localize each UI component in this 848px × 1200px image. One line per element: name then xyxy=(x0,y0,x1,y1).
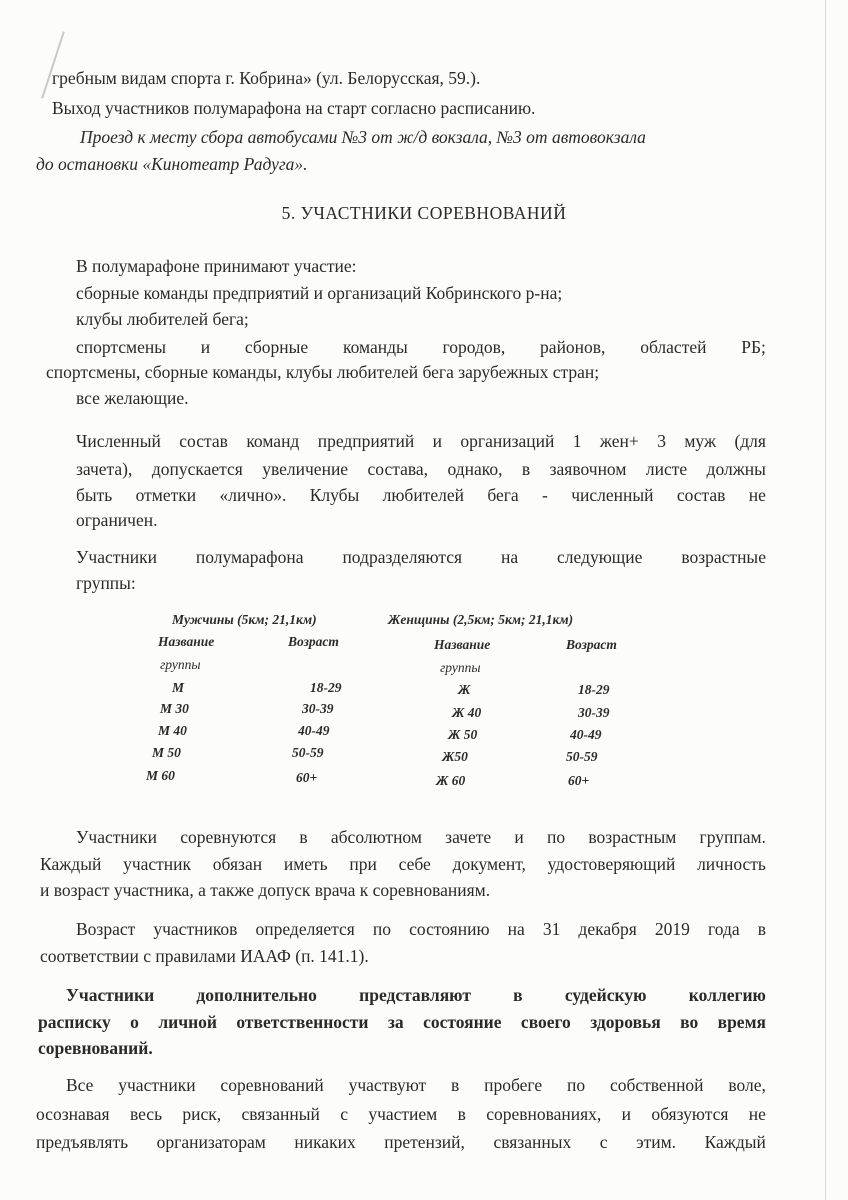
men-group: М xyxy=(172,680,185,695)
word: здоровья xyxy=(590,1012,661,1032)
men-header: Мужчины (5км; 21,1км) xyxy=(172,612,317,627)
word: Возраст xyxy=(76,919,136,939)
participants-line-2: сборные команды предприятий и организаций Кобринского р-на; xyxy=(76,283,563,303)
word: и xyxy=(432,431,442,451)
men-group: М 60 xyxy=(146,768,175,783)
word: за xyxy=(387,1012,404,1032)
men-col-age: Возраст xyxy=(288,634,339,649)
word: не xyxy=(748,485,766,505)
word: собственной xyxy=(609,1075,704,1095)
word: зачете xyxy=(445,827,492,847)
word: пробеге xyxy=(484,1075,543,1095)
word: время xyxy=(717,1012,766,1032)
word: в xyxy=(299,827,308,847)
word: Клубы xyxy=(309,485,360,505)
word: отметки xyxy=(135,485,197,505)
word: участник xyxy=(123,854,192,874)
word: предприятий xyxy=(317,431,415,451)
word: на xyxy=(500,547,519,567)
team-line-4: ограничен. xyxy=(76,510,158,530)
intro-line-3: Проезд к месту сбора автобусами №3 от ж/д вокзала, №3 от автовокзала xyxy=(80,127,646,147)
word: в xyxy=(521,459,531,479)
women-group: Ж xyxy=(458,682,471,697)
word: Каждый xyxy=(40,854,102,874)
word: коллегию xyxy=(688,985,766,1005)
compete-line-3: и возраст участника, а также допуск врача к соревнованиям. xyxy=(40,880,491,900)
word: и xyxy=(200,337,211,357)
men-col-name: Название xyxy=(158,634,215,649)
women-group: Ж50 xyxy=(442,749,468,764)
word: связанный xyxy=(241,1104,320,1124)
risk-line-1 xyxy=(66,1074,766,1096)
word: обязуются xyxy=(651,1104,729,1124)
women-col-name: Название xyxy=(434,637,491,652)
age-line-1 xyxy=(76,918,766,940)
word: Каждый xyxy=(704,1132,766,1152)
women-col-name-2: группы xyxy=(440,660,481,675)
word: претензий, xyxy=(384,1132,465,1152)
age-line-2: соответствии с правилами ИААФ (п. 141.1). xyxy=(40,946,369,966)
bold-line-3: соревнований. xyxy=(38,1038,153,1058)
word: расписку xyxy=(38,1012,111,1032)
word: в xyxy=(757,919,766,939)
word: увеличение xyxy=(262,459,349,479)
word: жен+ xyxy=(599,431,639,451)
word: себе xyxy=(398,854,431,874)
word: связанных xyxy=(493,1132,572,1152)
women-group: Ж 60 xyxy=(436,773,466,788)
participants-line-3: клубы любителей бега; xyxy=(76,309,249,329)
word: 31 xyxy=(542,919,561,939)
word: иметь xyxy=(283,854,328,874)
word: и xyxy=(621,1104,632,1124)
word: Численный xyxy=(76,431,161,451)
word: воле, xyxy=(728,1075,766,1095)
word: состав xyxy=(179,431,228,451)
word: зачета), xyxy=(76,459,133,479)
word: весь xyxy=(129,1104,163,1124)
word: численный xyxy=(571,485,654,505)
word: судейскую xyxy=(564,985,647,1005)
word: быть xyxy=(76,485,113,505)
word: удостоверяющий xyxy=(547,854,676,874)
word: по xyxy=(566,1075,586,1095)
word: полумарафона xyxy=(195,547,304,567)
intro-line-4: до остановки «Кинотеатр Радуга». xyxy=(36,154,308,174)
word: о xyxy=(130,1012,139,1032)
word: бега xyxy=(487,485,519,505)
word: в xyxy=(451,1075,460,1095)
word: команд xyxy=(246,431,300,451)
word: в xyxy=(457,1104,466,1124)
section-title: 5. УЧАСТНИКИ СОРЕВНОВАНИЙ xyxy=(281,203,567,223)
word: абсолютном xyxy=(330,827,422,847)
word: организаторам xyxy=(156,1132,266,1152)
compete-line-2 xyxy=(40,853,766,875)
bold-line-2 xyxy=(38,1011,766,1033)
word: определяется xyxy=(255,919,355,939)
word: группам. xyxy=(699,827,766,847)
word: участием xyxy=(368,1104,438,1124)
word: возрастные xyxy=(681,547,766,567)
women-group: Ж 50 xyxy=(448,727,478,742)
word: любителей xyxy=(382,485,464,505)
word: на xyxy=(507,919,525,939)
men-group: М 50 xyxy=(152,745,181,760)
word: соревнований xyxy=(220,1075,324,1095)
word: Участники xyxy=(76,547,157,567)
word: состоянию xyxy=(409,919,490,939)
scan-edge xyxy=(825,0,826,1200)
women-header: Женщины (2,5км; 5км; 21,1км) xyxy=(388,612,574,627)
word: декабря xyxy=(578,919,637,939)
word: (для xyxy=(734,431,766,451)
word: не xyxy=(748,1104,766,1124)
word: спортсмены xyxy=(76,337,166,357)
word: подразделяются xyxy=(342,547,463,567)
women-col-age: Возраст xyxy=(566,637,617,652)
men-age: 50-59 xyxy=(292,745,324,760)
word: участвуют xyxy=(348,1075,427,1095)
word: по xyxy=(546,827,566,847)
word: состояние xyxy=(423,1012,502,1032)
word: областей xyxy=(640,337,707,357)
word: возрастным xyxy=(588,827,677,847)
word: по xyxy=(372,919,392,939)
word: 1 xyxy=(572,431,582,451)
word: 2019 xyxy=(654,919,690,939)
word: состава, xyxy=(367,459,429,479)
men-age: 30-39 xyxy=(302,701,334,716)
word: однако, xyxy=(447,459,503,479)
word: 3 xyxy=(657,431,666,451)
word: Участники xyxy=(66,985,155,1005)
word: городов, xyxy=(442,337,506,357)
word: состав xyxy=(676,485,726,505)
compete-line-1 xyxy=(76,826,766,848)
word: личной xyxy=(158,1012,217,1032)
team-line-2 xyxy=(76,458,766,480)
groups-line-1 xyxy=(76,546,766,568)
word: документ, xyxy=(452,854,526,874)
word: заявочном xyxy=(549,459,627,479)
word: при xyxy=(349,854,377,874)
word: и xyxy=(514,827,524,847)
men-age: 40-49 xyxy=(298,723,330,738)
word: своего xyxy=(520,1012,571,1032)
word: соревнованиях, xyxy=(486,1104,602,1124)
word: в xyxy=(513,985,523,1005)
word: во xyxy=(680,1012,699,1032)
risk-line-2 xyxy=(36,1103,766,1125)
bold-line-1 xyxy=(66,984,766,1006)
participants-line-6: все желающие. xyxy=(76,388,189,408)
word: предъявлять xyxy=(36,1132,129,1152)
word: муж xyxy=(684,431,717,451)
women-age: 18-29 xyxy=(578,682,610,697)
intro-line-2: Выход участников полумарафона на старт согласно расписанию. xyxy=(52,98,536,118)
word: никаких xyxy=(294,1132,356,1152)
men-group: М 40 xyxy=(158,723,187,738)
team-line-1 xyxy=(76,430,766,452)
word: команды xyxy=(342,337,408,357)
intro-line-1: гребным видам спорта г. Кобрина» (ул. Белорусская, 59.). xyxy=(52,68,481,88)
word: дополнительно xyxy=(196,985,317,1005)
women-age: 60+ xyxy=(568,773,590,788)
word: «лично». xyxy=(219,485,287,505)
word: соревнуются xyxy=(180,827,277,847)
word: РБ; xyxy=(741,337,766,357)
men-group: М 30 xyxy=(160,701,189,716)
word: этим. xyxy=(636,1132,677,1152)
team-line-3 xyxy=(76,484,766,506)
word: районов, xyxy=(540,337,606,357)
word: с xyxy=(340,1104,348,1124)
word: представляют xyxy=(359,985,471,1005)
word: с xyxy=(599,1132,608,1152)
word: года xyxy=(707,919,740,939)
participants-line-4 xyxy=(76,336,766,358)
word: риск, xyxy=(182,1104,222,1124)
word: сборные xyxy=(244,337,309,357)
word: следующие xyxy=(557,547,643,567)
women-group: Ж 40 xyxy=(452,705,482,720)
word: листе xyxy=(645,459,688,479)
word: обязан xyxy=(212,854,263,874)
men-col-name-2: группы xyxy=(160,657,201,672)
word: Все xyxy=(66,1075,94,1095)
women-age: 50-59 xyxy=(566,749,598,764)
word: должны xyxy=(706,459,766,479)
word: личность xyxy=(697,854,766,874)
groups-line-2: группы: xyxy=(76,573,136,593)
participants-line-5: спортсмены, сборные команды, клубы любителей бега зарубежных стран; xyxy=(46,362,600,382)
word: участников xyxy=(153,919,238,939)
men-age: 18-29 xyxy=(310,680,342,695)
men-age: 60+ xyxy=(296,770,318,785)
word: осознавая xyxy=(36,1104,110,1124)
women-age: 40-49 xyxy=(570,727,602,742)
word: ответственности xyxy=(236,1012,369,1032)
participants-line-1: В полумарафоне принимают участие: xyxy=(76,256,357,276)
word: организаций xyxy=(460,431,555,451)
women-age: 30-39 xyxy=(578,705,610,720)
word: Участники xyxy=(76,827,157,847)
word: участники xyxy=(118,1075,196,1095)
word: - xyxy=(542,485,548,505)
word: допускается xyxy=(151,459,243,479)
risk-line-3 xyxy=(36,1131,766,1153)
